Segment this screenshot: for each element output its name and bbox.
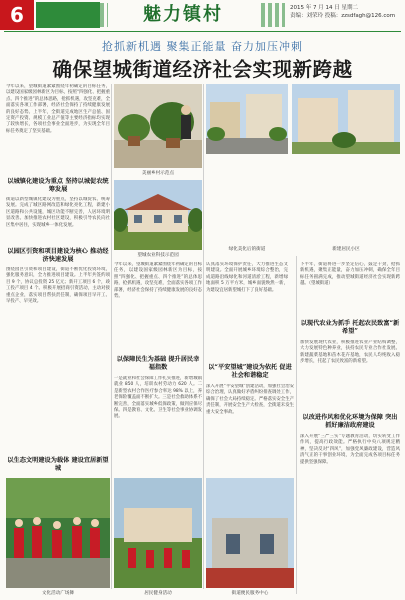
lead-paragraph: 今年以来，望城街道紧紧围绕年初确定的目标任务，以建设国家级园林新区为目标，按照“四强化、把握重点、四个推进”的总体思路，抢抓机遇，攻坚克难，全面落实各项工作部署，经济社会保持了持续健康发展的良好态势。上半年，全街道完成地区生产总值、固定资产投资、规模工业总产值等主要经济指标均实现了较快增长，各项社会事业全面进步，为实现全年目标任务奠定了坚实基础。	[6, 84, 110, 134]
masthead-green-bar	[36, 2, 100, 28]
column-rule-3	[296, 256, 297, 594]
masthead-rule	[4, 31, 401, 32]
body-paragraph-2: 围绕园区引资和项目建设，街道不断优化投资环境，强化服务意识，全力推进项目建设。上半年共签约项目 9 个，协议总投资 25 亿元；新开工项目 6 个，竣工投产项目 4 个。积极开展招商引资活动，主动对接重点企业，落实项目帮扶责任制，确保项目早开工、早投产、早见效。	[6, 267, 110, 305]
photo-activity-art	[114, 478, 202, 588]
column-rule-2	[203, 84, 204, 589]
column-rule-1	[111, 84, 112, 589]
photo-dancers-art	[6, 478, 110, 588]
headline: 确保望城街道经济社会实现新跨越	[52, 58, 353, 81]
subhead-4: 以保障民生为基础 提升居民幸福指数	[116, 356, 200, 372]
page-number: 6	[0, 0, 34, 30]
body-paragraph-7: 下半年，街道将进一步坚定信心，鼓足干劲，抢抓新机遇，聚集正能量，奋力加压冲刺，确保全年目标任务圆满完成，推动望城街道经济社会实现新跨越。（望城街道）	[300, 262, 400, 287]
photo-service	[206, 478, 294, 588]
subhead-1: 以城镇化建设为重点 坚持以城促农统筹发展	[7, 178, 109, 194]
photo-buildings-art	[292, 84, 400, 154]
photo-street-art	[206, 84, 288, 154]
photo-service-art	[206, 478, 294, 588]
photo-buildings	[292, 84, 400, 154]
subhead-5: 以“平安望城”建设为依托 促进社会和谐稳定	[208, 364, 292, 380]
photo-house-art	[114, 180, 202, 250]
date-text: 2015 年 7 月 14 日 星期二	[290, 5, 358, 11]
caption-3: 绿化美化后的街道	[228, 247, 266, 252]
body-paragraph-4: 一是就业和社会保障工作扎实推进，新增城镇就业 850 人，培训农村劳动力 620 人。二是新型农村合作医疗参合率达 98% 以上，养老保险覆盖面不断扩大。三是社会救助体系不断完善，全面落实城乡低保政策，做到应保尽保。四是教育、文化、卫生等社会事业协调发展。	[114, 376, 202, 420]
date-line	[290, 4, 402, 20]
caption-1: 美丽乡村示范点	[141, 171, 175, 176]
caption-4: 新建居民小区	[332, 247, 360, 252]
caption-6: 居民健身活动	[144, 591, 172, 596]
photo-plants	[114, 84, 202, 168]
caption-2: 望城农业科技示范园	[137, 253, 179, 258]
editor-text: 责编：刘荣玲 投稿：zzsdfagh@126.com	[290, 13, 396, 19]
photo-street	[206, 84, 288, 154]
photo-activity	[114, 478, 202, 588]
subhead-2: 以园区引资和项目建设为核心 推动经济快速发展	[7, 248, 109, 264]
photo-plants-art	[114, 84, 202, 168]
photo-dancers	[6, 478, 110, 588]
subhead-6: 以现代农业为抓手 托起农民致富“新希望”	[300, 320, 400, 336]
body-paragraph-9: 深入开展“三严三实”专题教育活动，切实转变工作作风，提高行政效能。严格执行中央八项规定精神，坚决反对“四风”，加强党风廉政建设，营造风清气正的干事创业环境，为全面完成各项目标任务提供坚强保障。	[300, 434, 400, 465]
body-paragraph-3: 今年以来，望城街道紧紧围绕年初确定的目标任务，以建设国家级园林新区为目标，按照“四强化、把握重点、四个推进”的总体思路，抢抓机遇，攻坚克难，全面落实各项工作部署，经济社会保持了持续健康发展的良好态势。	[114, 262, 202, 300]
section-title: 魅力镇村	[108, 2, 258, 28]
caption-7: 街道便民服务中心	[231, 591, 269, 596]
body-paragraph-5: 认真落实环境保护责任，大力推进生态文明建设。全面开展城乡环境综合整治，完成道路沿线绿化和河道清淤工程，新增绿地面积 5 万平方米，城乡面貌焕然一新，为建设宜居新望城打下了良好基础。	[206, 262, 288, 293]
subhead-7: 以改进作风和优化环境为保障 突出抓好廉洁政府建设	[302, 414, 398, 430]
subhead-3: 以生态文明建设为载体 建设宜居新望城	[7, 457, 109, 473]
body-paragraph-6: 深入开展“平安望城”创建活动，加强社会治安综合治理，认真做好矛盾纠纷排查调处工作，确保了社会大局持续稳定。严格落实安全生产责任制，开展安全生产大检查，全街道未发生重大安全事故。	[206, 384, 294, 415]
masthead	[0, 0, 405, 30]
kicker: 抢抓新机遇 聚集正能量 奋力加压冲刺	[102, 40, 303, 53]
body-paragraph-1: 街道以新型城镇化建设为重点，坚持以城促农、统筹发展。完成了城区路网改造和绿化亮化工程，新建小区道路和公共设施，城区功能不断完善，人居环境明显改善。加快推进农村社区建设，积极引导农民向社区集中居住，实现城乡一体化发展。	[6, 197, 110, 228]
photo-house	[114, 180, 202, 250]
body-paragraph-8: 加快发展现代农业，积极推进农业产业结构调整，大力发展特色种养业，扶持农民专业合作社发展。新建蔬菜基地和苗木花卉基地，农民人均纯收入稳步增长，托起了农民致富的新希望。	[300, 340, 400, 365]
caption-5: 文化活动广场舞	[41, 591, 75, 596]
